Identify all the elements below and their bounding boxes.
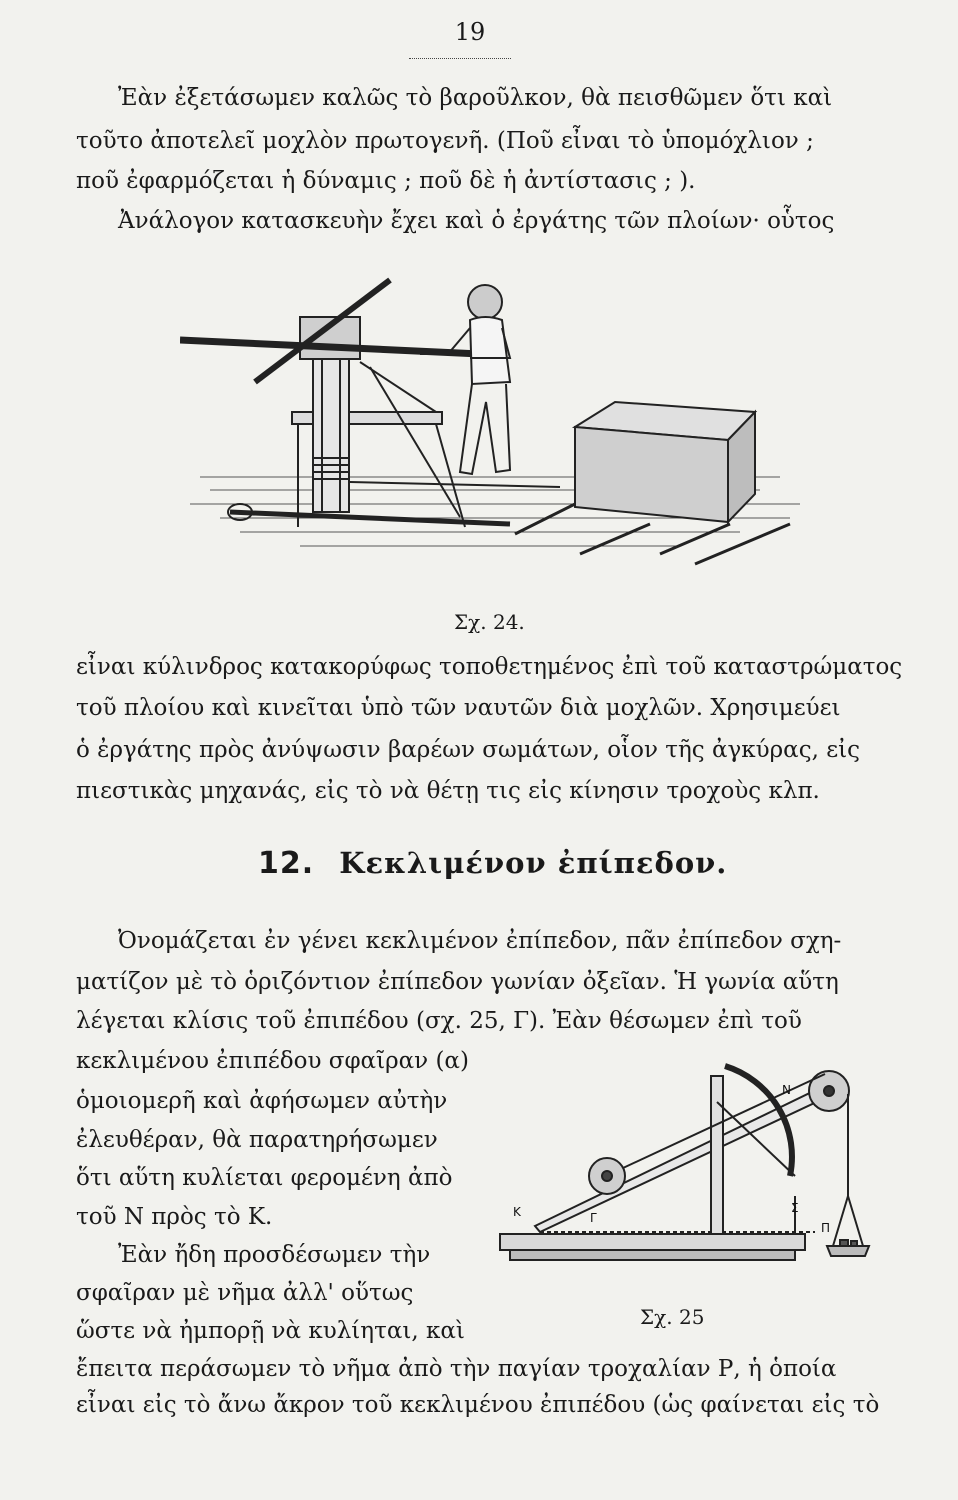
label-g: Γ <box>590 1211 597 1225</box>
capstan-figure <box>180 262 820 582</box>
text-line: ὥστε νὰ ἠμπορῇ νὰ κυλίηται, καὶ <box>76 1318 465 1344</box>
text-line: ματίζον μὲ τὸ ὁριζόντιον ἐπίπεδον γωνίαν ὀξεῖαν. Ἡ γωνία αὕτη <box>76 969 839 995</box>
text-line: εἶναι εἰς τὸ ἄνω ἄκρον τοῦ κεκλιμένου ἐπιπέδου (ὡς φαίνεται εἰς τὸ <box>76 1392 880 1418</box>
text-line: εἶναι κύλινδρος κατακορύφως τοποθετημένος ἐπὶ τοῦ καταστρώματος <box>76 654 903 680</box>
page-number-rule <box>409 58 511 59</box>
text-line: ποῦ ἐφαρμόζεται ἡ δύναμις ; ποῦ δὲ ἡ ἀντίστασις ; ). <box>76 168 696 194</box>
text-line: ὅτι αὕτη κυλίεται φερομένη ἀπὸ <box>76 1165 453 1191</box>
text-line: Ὀνομάζεται ἐν γένει κεκλιμένον ἐπίπεδον, πᾶν ἐπίπεδον σχη- <box>118 928 842 954</box>
text-line: κεκλιμένου ἐπιπέδου σφαῖραν (α) <box>76 1048 469 1074</box>
label-n: Ν <box>782 1083 791 1097</box>
text-line: Ἐὰν ἤδη προσδέσωμεν τὴν <box>118 1242 431 1268</box>
inclined-plane-figure <box>495 1046 895 1296</box>
figure-25-caption: Σχ. 25 <box>640 1305 705 1329</box>
text-line: ἐλευθέραν, θὰ παρατηρήσωμεν <box>76 1127 438 1153</box>
label-k: Κ <box>513 1205 521 1219</box>
text-line: Ἀνάλογον κατασκευὴν ἔχει καὶ ὁ ἐργάτης τῶν πλοίων· οὗτος <box>118 208 835 234</box>
text-line: τοῦτο ἀποτελεῖ μοχλὸν πρωτογενῆ. (Ποῦ εἶναι τὸ ὑπομόχλιον ; <box>76 128 814 154</box>
text-line: λέγεται κλίσις τοῦ ἐπιπέδου (σχ. 25, Γ). Ἐὰν θέσωμεν ἐπὶ τοῦ <box>76 1008 802 1034</box>
text-line: τοῦ Ν πρὸς τὸ Κ. <box>76 1204 273 1230</box>
section-number: 12. <box>258 846 315 881</box>
page-number: 19 <box>454 18 486 46</box>
text-line: ἔπειτα περάσωμεν τὸ νῆμα ἀπὸ τὴν παγίαν τροχαλίαν Ρ, ἡ ὁποία <box>76 1356 837 1382</box>
figure-24-caption: Σχ. 24. <box>454 610 525 634</box>
text-line: Ἐὰν ἐξετάσωμεν καλῶς τὸ βαροῦλκον, θὰ πεισθῶμεν ὅτι καὶ <box>118 85 833 111</box>
label-p: Π <box>821 1221 831 1235</box>
section-heading <box>258 846 727 881</box>
text-line: ὁμοιομερῆ καὶ ἀφήσωμεν αὐτὴν <box>76 1088 448 1114</box>
text-line: σφαῖραν μὲ νῆμα ἀλλ' οὕτως <box>76 1280 414 1306</box>
section-title: Κεκλιμένον ἐπίπεδον. <box>339 846 728 880</box>
text-line: ὁ ἐργάτης πρὸς ἀνύψωσιν βαρέων σωμάτων, οἷον τῆς ἀγκύρας, εἰς <box>76 737 861 763</box>
label-s: Σ <box>791 1201 799 1215</box>
text-line: πιεστικὰς μηχανάς, εἰς τὸ νὰ θέτῃ τις εἰς κίνησιν τροχοὺς κλπ. <box>76 778 820 804</box>
text-line: τοῦ πλοίου καὶ κινεῖται ὑπὸ τῶν ναυτῶν διὰ μοχλῶν. Χρησιμεύει <box>76 695 841 721</box>
